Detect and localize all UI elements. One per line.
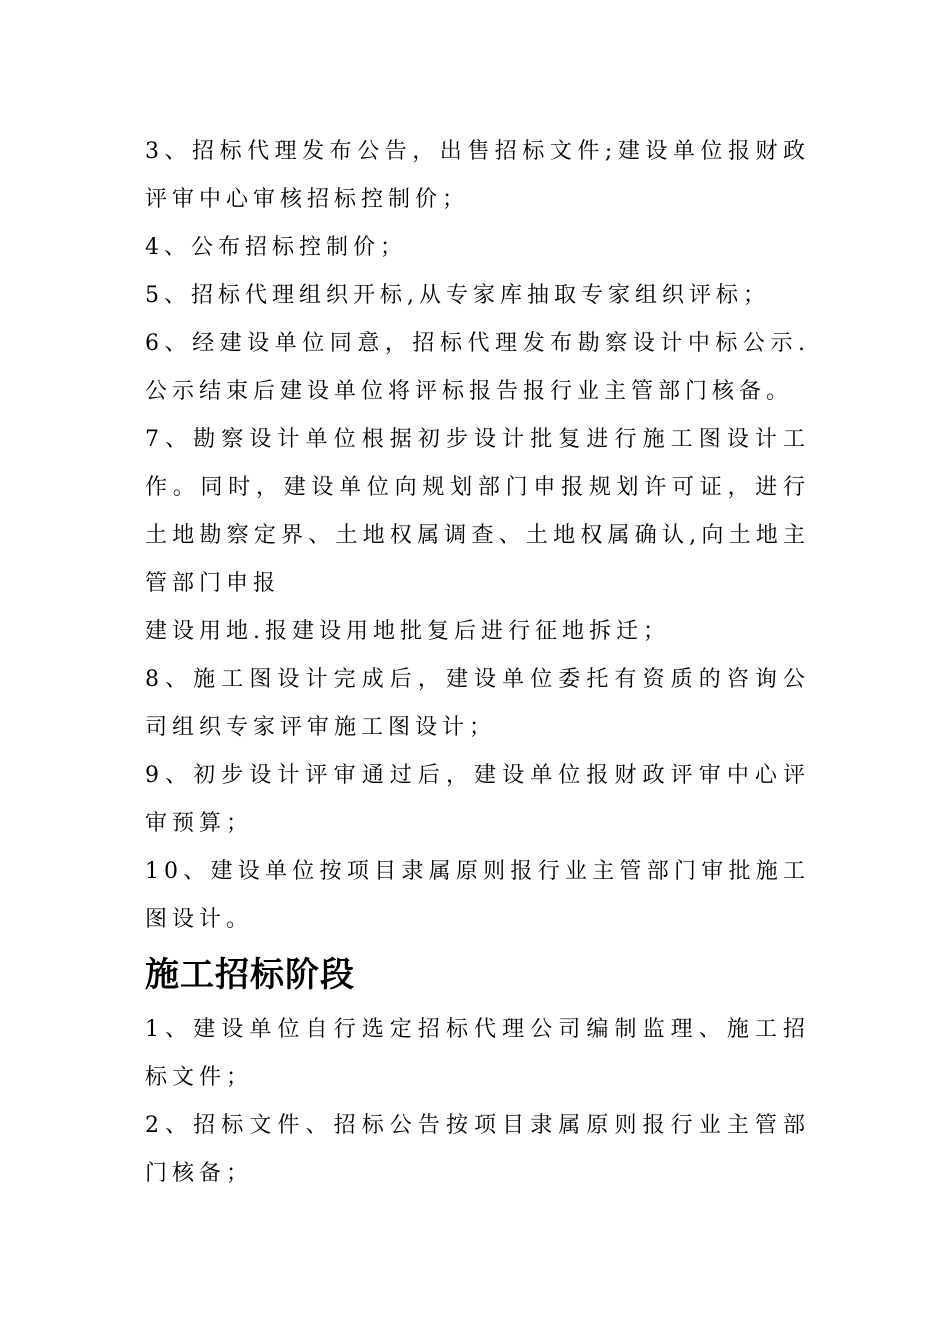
paragraph-item-2: 2、招标文件、招标公告按项目隶属原则报行业主管部门核备； <box>145 1113 810 1186</box>
paragraph-item-8: 8、施工图设计完成后，建设单位委托有资质的咨询公司组织专家评审施工图设计； <box>145 667 810 740</box>
paragraph-item-5: 5、招标代理组织开标,从专家库抽取专家组织评标； <box>145 283 770 308</box>
paragraph-item-3: 3、招标代理发布公告，出售招标文件;建设单位报财政评审中心审核招标控制价； <box>145 139 810 212</box>
paragraph-item-7: 7、勘察设计单位根据初步设计批复进行施工图设计工作。同时，建设单位向规划部门申报规划许可证，进行土地勘察定界、土地权属调查、土地权属确认,向土地主管部门申报 <box>145 427 810 596</box>
paragraph-item-6: 6、经建设单位同意，招标代理发布勘察设计中标公示.公示结束后建设单位将评标报告报行业主管部门核备。 <box>145 331 810 404</box>
paragraph-item-1: 1、建设单位自行选定招标代理公司编制监理、施工招标文件； <box>145 1017 810 1090</box>
paragraph-item-4: 4、公布招标控制价； <box>145 235 407 260</box>
section-heading: 施工招标阶段 <box>145 955 355 995</box>
paragraph-item-7-continued: 建设用地.报建设用地批复后进行征地拆迁； <box>145 619 670 644</box>
paragraph-item-10: 10、建设单位按项目隶属原则报行业主管部门审批施工图设计。 <box>145 859 810 932</box>
document-page <box>145 128 810 1198</box>
paragraph-item-9: 9、初步设计评审通过后，建设单位报财政评审中心评审预算； <box>145 763 810 836</box>
